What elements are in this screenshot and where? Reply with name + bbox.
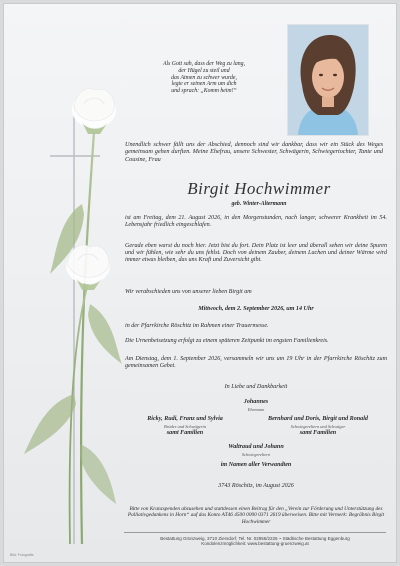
farewell-date: Mittwoch, dem 2. September 2026, um 14 Uhr: [198, 306, 314, 312]
footer-website: Kondolenzmöglichkeit: www.bestattung-gruenzweig.at: [201, 541, 309, 547]
poem: [134, 61, 274, 95]
family-group-left-suffix: samt Familien: [166, 430, 204, 436]
inlaws-role: Schwiegereltern: [241, 452, 271, 457]
image-credit: Bild: Fotografie: [10, 553, 34, 557]
poem-line: das Atmen zu schwer wurde,: [171, 74, 237, 81]
inlaws-name: Waltraud und Johann: [228, 444, 284, 450]
church-text: in der Pfarrkirche Röschitz im Rahmen einer Trauermesse.: [125, 323, 269, 329]
parte-page: [3, 3, 397, 563]
poem-line: der Hügel zu steil und: [178, 67, 230, 74]
quote-text: Gerade eben warst du noch hier. Jetzt bist du fort. Dein Platz ist leer und überall sehen wir deine Spuren und wir fühlen, wie sehr du uns fehlst. Doch von deinem Zauber, deinem Lachen und deiner Wärme wird immer etwas bleiben, das uns Kraft und Zuversicht gibt.: [125, 243, 387, 264]
husband-role: Ehemann: [247, 407, 265, 412]
family-group-right-suffix: samt Familien: [299, 430, 337, 436]
poem-line: und sprach: „Komm heim!“: [171, 88, 237, 95]
family-group-left: Ricky, Rudi, Franz und Sylvia: [147, 416, 223, 422]
poem-line: legte er seinen Arm um dich: [171, 81, 237, 88]
death-notice: ist am Freitag, dem 21. August 2026, in den Morgenstunden, nach langer, schwerer Krankheit im 54. Lebensjahr friedlich eingeschlafen.: [125, 215, 387, 229]
place-date: 3743 Röschitz, im August 2026: [218, 483, 294, 489]
prayer-text: Am Dienstag, dem 1. September 2026, versammeln wir uns um 19 Uhr in der Pfarrkirche Röschitz zum gemeinsamen Gebet.: [125, 356, 387, 370]
donation-text: Bitte von Kranzspenden abzusehen und stattdessen einen Beitrag für den „Verein zur Förderung und Unterstützung des Palliativgedankens in Horn“ auf das Konto AT46 4500 0000 0371 2619 überweisen. Bitte mit Vermerk: Begräbnis Birgit Hochwimmer: [127, 506, 385, 525]
poem-line: Als Gott sah, dass der Weg zu lang,: [162, 61, 246, 67]
family-group-right: Bernhard und Doris, Birgit und Ronald: [268, 416, 368, 422]
relatives-line: im Namen aller Verwandten: [220, 462, 292, 468]
deceased-name: Birgit Hochwimmer: [187, 179, 331, 198]
portrait-photo: [287, 24, 369, 136]
farewell-intro: Wir verabschieden uns von unserer lieben Birgit am: [125, 289, 252, 295]
family-group-left-role: Brüder und Schwägerin: [164, 424, 206, 429]
footer-divider: [124, 532, 386, 533]
husband-name: Johannes: [243, 399, 269, 405]
white-rose-decoration-icon: [4, 4, 134, 562]
birth-name: geb. Winter-Altermann: [231, 201, 287, 207]
love-line: In Liebe und Dankbarkeit: [224, 384, 288, 390]
footer-address: Bestattung Grünzweig, 3710 Ziersdorf, Tel. Nr. 02956/2226 ~ Städtische Bestattung Eggenburg: [160, 536, 350, 541]
footer: [122, 536, 388, 547]
intro-text: Unendlich schwer fällt uns der Abschied, dennoch sind wir dankbar, dass wir ein Stück des Weges gemeinsam gehen durften. Meine Ehefrau, unsere Schwester, Schwägerin, Schwiegertochter, Tante und Cousine, Frau: [125, 141, 383, 163]
family-group-right-role: Schwiegereltern und Schwäger: [290, 424, 346, 429]
urn-text: Die Urnenbeisetzung erfolgt zu einem späteren Zeitpunkt im engsten Familienkreis.: [125, 338, 329, 344]
